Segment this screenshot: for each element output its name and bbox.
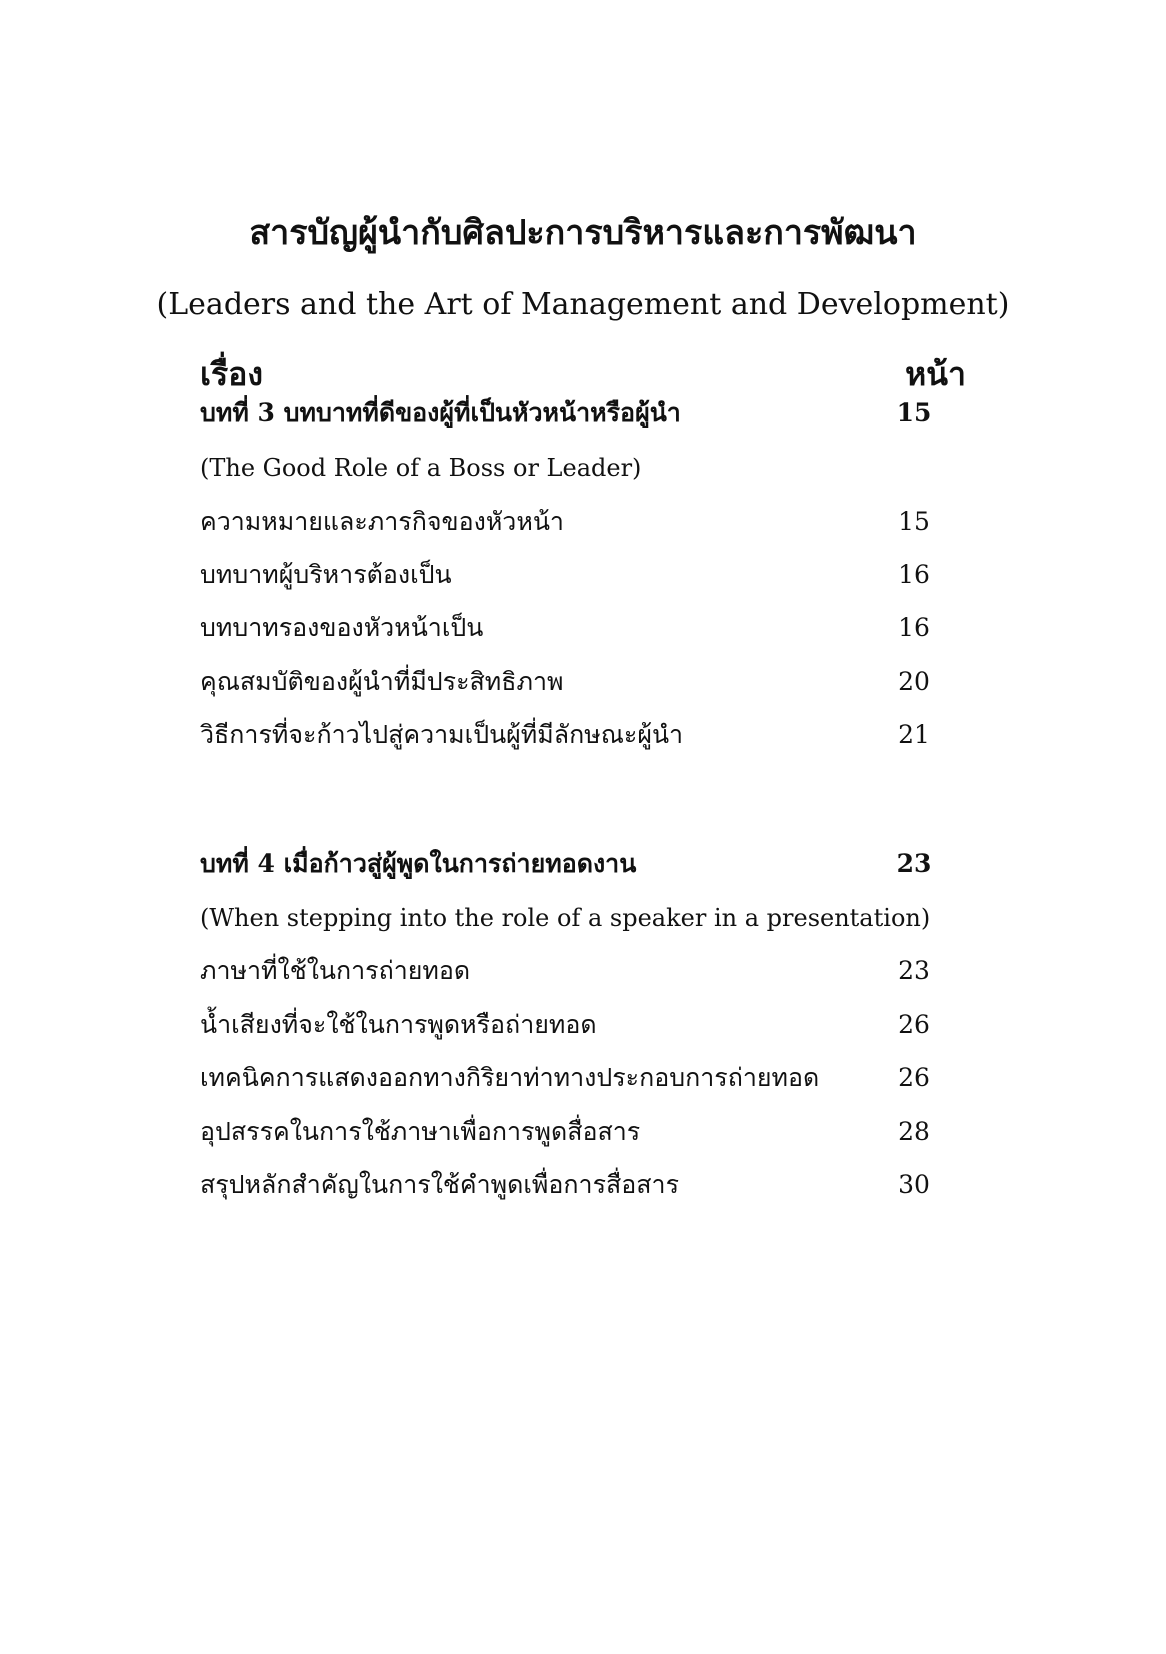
- toc-item: [200, 1005, 946, 1045]
- toc-item-label: บทบาทรองของหัวหน้าเป็น: [200, 613, 484, 642]
- chapter-title: บทที่ 3 บทบาทที่ดีของผู้ที่เป็นหัวหน้าหรือผู้นำ: [200, 398, 681, 427]
- document-subtitle: (Leaders and the Art of Management and Development): [156, 287, 1010, 322]
- page-number: 30: [898, 1170, 930, 1199]
- toc-item: [200, 951, 946, 991]
- toc-item-label: วิธีการที่จะก้าวไปสู่ความเป็นผู้ที่มีลักษณะผู้นำ: [200, 720, 684, 749]
- page-number: 26: [898, 1010, 930, 1039]
- toc-item-label: น้ำเสียงที่จะใช้ในการพูดหรือถ่ายทอด: [200, 1010, 597, 1039]
- toc-item-label: คุณสมบัติของผู้นำที่มีประสิทธิภาพ: [200, 667, 564, 696]
- chapter-4-english-title: [200, 898, 946, 938]
- toc-item: [200, 1112, 946, 1152]
- toc-item: [200, 1058, 946, 1098]
- toc-chapter-3: [200, 393, 946, 433]
- toc-item: [200, 662, 946, 702]
- page-number: 28: [898, 1117, 930, 1146]
- toc-item-label: เทคนิคการแสดงออกทางกิริยาท่าทางประกอบการถ่ายทอด: [200, 1063, 820, 1092]
- page-number: 23: [896, 849, 932, 878]
- page-number: 15: [896, 398, 932, 427]
- toc-item: [200, 608, 946, 648]
- page-number: 23: [898, 956, 930, 985]
- page-number: 16: [898, 613, 930, 642]
- document-title: สารบัญผู้นำกับศิลปะการบริหารและการพัฒนา: [249, 213, 917, 253]
- page-number: 15: [898, 507, 930, 536]
- chapter-english-title: (When stepping into the role of a speaker in a presentation): [200, 904, 931, 932]
- toc-chapter-4: [200, 844, 946, 884]
- toc-item-label: ภาษาที่ใช้ในการถ่ายทอด: [200, 956, 471, 985]
- page-number: 26: [898, 1063, 930, 1092]
- topic-column-header: เรื่อง: [200, 355, 263, 393]
- toc-item-label: สรุปหลักสำคัญในการใช้คำพูดเพื่อการสื่อสาร: [200, 1170, 680, 1199]
- toc-item-label: ความหมายและภารกิจของหัวหน้า: [200, 507, 564, 536]
- chapter-title: บทที่ 4 เมื่อก้าวสู่ผู้พูดในการถ่ายทอดงาน: [200, 849, 637, 878]
- toc-item: [200, 502, 946, 542]
- toc-item: [200, 555, 946, 595]
- toc-item: [200, 715, 946, 755]
- toc-item-label: บทบาทผู้บริหารต้องเป็น: [200, 560, 452, 589]
- page-number: 21: [898, 720, 930, 749]
- toc-item-label: อุปสรรคในการใช้ภาษาเพื่อการพูดสื่อสาร: [200, 1117, 641, 1146]
- chapter-english-title: (The Good Role of a Boss or Leader): [200, 454, 642, 482]
- page-number: 16: [898, 560, 930, 589]
- page-column-header: หน้า: [905, 355, 966, 393]
- toc-item: [200, 1165, 946, 1205]
- chapter-3-english-title: [200, 448, 946, 488]
- page-number: 20: [898, 667, 930, 696]
